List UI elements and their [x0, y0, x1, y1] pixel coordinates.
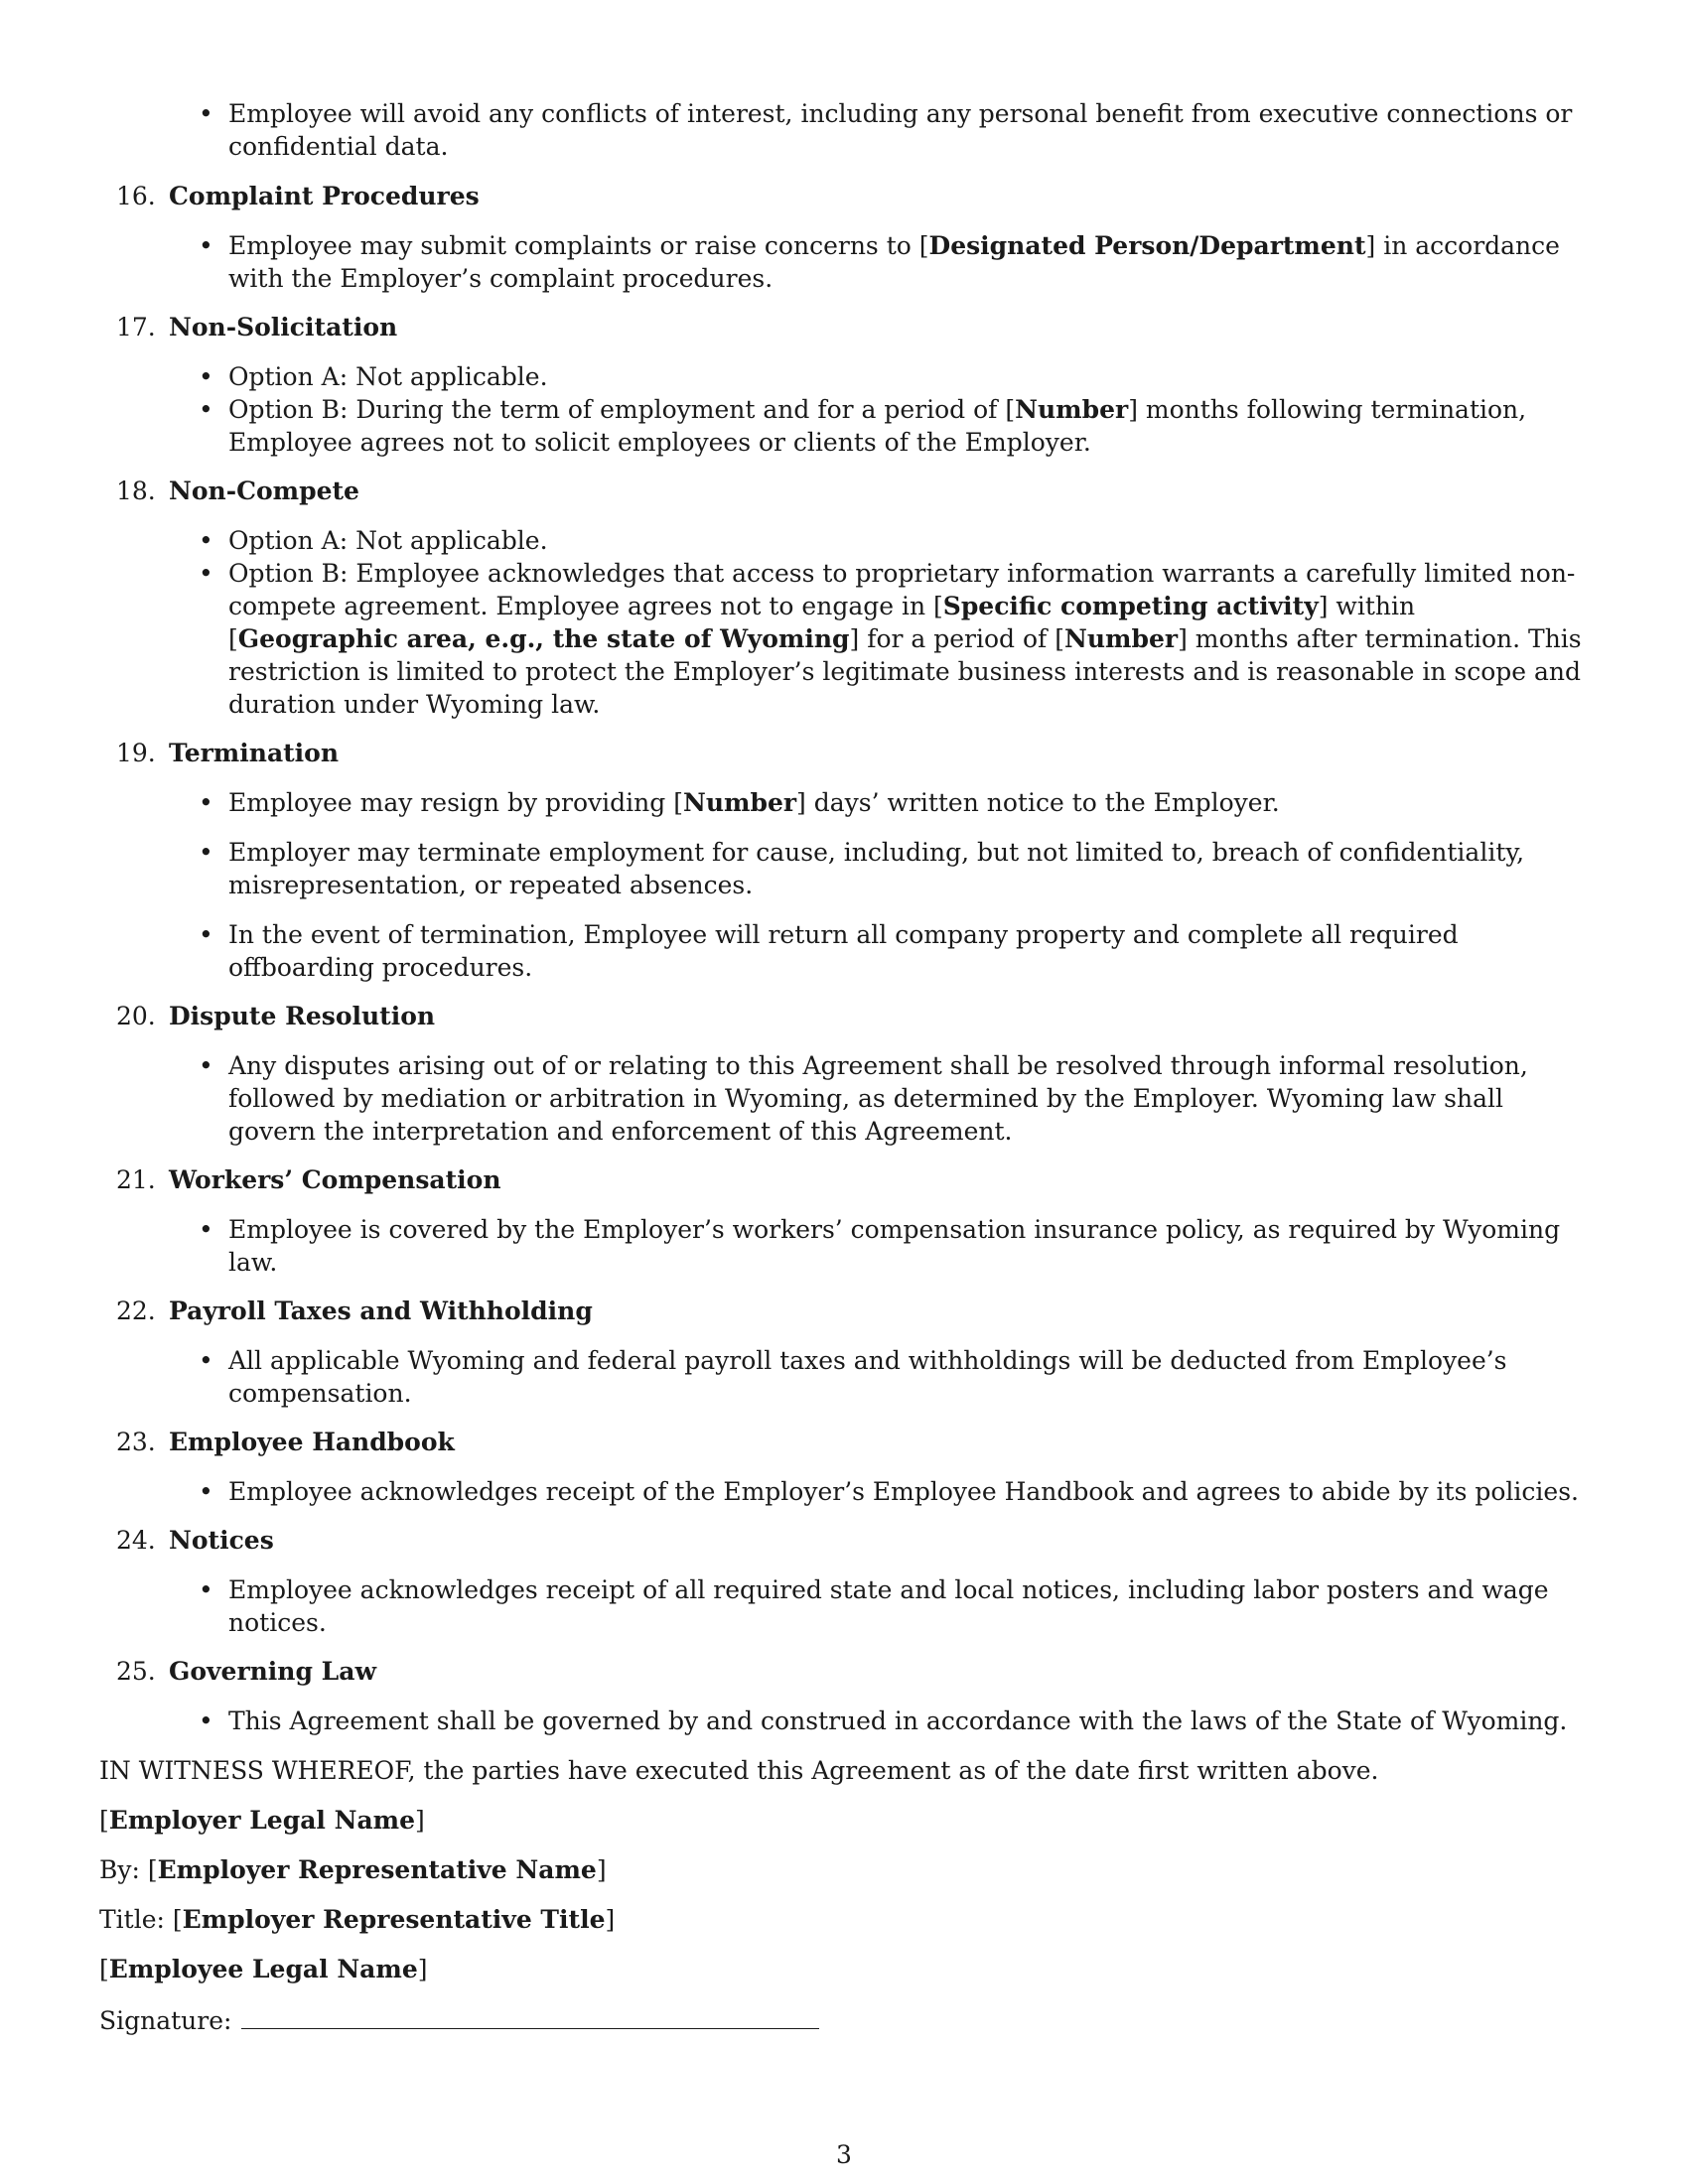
section-heading — [99, 311, 1589, 343]
list-item — [99, 557, 1589, 721]
placeholder-field: Number — [1015, 395, 1129, 424]
list-item — [99, 918, 1589, 984]
section-bullets — [99, 1705, 1589, 1737]
list-item — [99, 1213, 1589, 1279]
bullet-text: ] for a period of [ — [849, 624, 1065, 653]
bullet-text: Employee will avoid any conflicts of interest, including any personal benefit from executive connections or confidential data. — [228, 99, 1573, 161]
field-label: By: — [99, 1855, 140, 1884]
section-bullets — [99, 786, 1589, 984]
section-heading — [99, 1426, 1589, 1458]
list-item — [99, 1705, 1589, 1737]
section-non-compete — [99, 475, 1589, 721]
list-item — [99, 1475, 1589, 1508]
section-number: 18. — [116, 477, 156, 505]
section-heading — [99, 1295, 1589, 1327]
bullet-text: ] days’ written notice to the Employer. — [796, 788, 1280, 817]
section-employee-handbook — [99, 1426, 1589, 1508]
placeholder-field: Number — [1064, 624, 1179, 653]
section-governing-law — [99, 1655, 1589, 1737]
signature-line — [99, 2002, 1589, 2037]
section-dispute-resolution — [99, 1000, 1589, 1148]
section-bullets — [99, 1344, 1589, 1410]
placeholder-field: Geographic area, e.g., the state of Wyoming — [237, 624, 850, 653]
section-number: 22. — [116, 1297, 156, 1325]
section-payroll-taxes — [99, 1295, 1589, 1410]
section-bullets — [99, 524, 1589, 721]
section-title: Non-Compete — [169, 477, 359, 505]
section-number: 20. — [116, 1002, 156, 1030]
by-line: By: [Employer Representative Name] — [99, 1855, 607, 1884]
bullet-text: Option B: Employee acknowledges that access to proprietary information warrants a carefully limited non-compete agreement. Employee agrees not to engage in [ — [228, 559, 1576, 620]
placeholder-field: Designated Person/Department — [928, 231, 1366, 260]
signature-field[interactable] — [241, 2002, 819, 2029]
bullet-text: This Agreement shall be governed by and construed in accordance with the laws of the State of Wyoming. — [228, 1706, 1568, 1735]
bullet-text: Option B: During the term of employment and for a period of [ — [228, 395, 1016, 424]
bullet-text: Employee may submit complaints or raise concerns to [ — [228, 231, 929, 260]
list-item — [99, 1344, 1589, 1410]
list-item — [99, 229, 1589, 295]
section-title: Payroll Taxes and Withholding — [169, 1297, 593, 1325]
section-notices — [99, 1524, 1589, 1639]
section-bullets — [99, 229, 1589, 295]
bullet-text: In the event of termination, Employee will return all company property and complete all required offboarding procedures. — [228, 920, 1459, 982]
bullet-text: Any disputes arising out of or relating to this Agreement shall be resolved through informal resolution, followed by mediation or arbitration in Wyoming, as determined by the Employer. Wyoming law shall govern the interpretation and enforcement of this Agreement. — [228, 1051, 1528, 1146]
bullet-text: Employee is covered by the Employer’s workers’ compensation insurance policy, as required by Wyoming law. — [228, 1215, 1561, 1277]
bullet-text: Option A: Not applicable. — [228, 362, 548, 391]
section-termination — [99, 737, 1589, 984]
list-item — [99, 786, 1589, 819]
section-heading — [99, 1000, 1589, 1032]
bullet-text: Employee acknowledges receipt of the Employer’s Employee Handbook and agrees to abide by its policies. — [228, 1477, 1579, 1506]
field-label: Title: — [99, 1905, 165, 1934]
employer-name-line: [Employer Legal Name] — [99, 1806, 425, 1835]
bullet-text: Employer may terminate employment for cause, including, but not limited to, breach of confidentiality, misrepresentation, or repeated absences. — [228, 838, 1525, 899]
section-number: 21. — [116, 1165, 156, 1194]
section-title: Complaint Procedures — [169, 182, 480, 210]
section-bullets — [99, 1049, 1589, 1148]
title-line: Title: [Employer Representative Title] — [99, 1905, 616, 1934]
section-title: Workers’ Compensation — [169, 1165, 501, 1194]
field-label: Signature: — [99, 2006, 232, 2035]
bullet-text: ] within [ — [228, 592, 1416, 653]
bullet-text: All applicable Wyoming and federal payroll taxes and withholdings will be deducted from Employee’s compensation. — [228, 1346, 1507, 1408]
section-heading — [99, 1163, 1589, 1196]
list-item — [99, 360, 1589, 393]
signature-block — [99, 1754, 1589, 2037]
bullet-text: ] months after termination. This restriction is limited to protect the Employer’s legitimate business interests and is reasonable in scope and duration under Wyoming law. — [228, 624, 1582, 719]
section-title: Termination — [169, 739, 340, 767]
section-heading — [99, 1524, 1589, 1557]
list-item — [99, 393, 1589, 459]
list-item — [99, 97, 1589, 163]
list-item — [99, 1573, 1589, 1639]
section-title: Non-Solicitation — [169, 313, 398, 341]
section-number: 23. — [116, 1428, 156, 1456]
intro-bullet-list — [99, 97, 1589, 163]
list-item — [99, 1049, 1589, 1148]
section-heading — [99, 475, 1589, 507]
list-item — [99, 524, 1589, 557]
placeholder-field: Employee Legal Name — [108, 1955, 418, 1983]
section-number: 19. — [116, 739, 156, 767]
employee-name-line: [Employee Legal Name] — [99, 1955, 428, 1983]
placeholder-field: Employer Representative Name — [157, 1855, 597, 1884]
section-number: 17. — [116, 313, 156, 341]
section-title: Notices — [169, 1526, 274, 1555]
section-heading — [99, 737, 1589, 769]
section-bullets — [99, 1573, 1589, 1639]
section-number: 24. — [116, 1526, 156, 1555]
bullet-text: Employee may resign by providing [ — [228, 788, 683, 817]
section-number: 25. — [116, 1657, 156, 1686]
placeholder-field: Number — [682, 788, 797, 817]
section-heading — [99, 1655, 1589, 1688]
section-number: 16. — [116, 182, 156, 210]
bullet-text: ] in accordance with the Employer’s complaint procedures. — [228, 231, 1560, 293]
list-item — [99, 836, 1589, 901]
section-title: Dispute Resolution — [169, 1002, 436, 1030]
document-page — [99, 97, 1589, 2054]
placeholder-field: Employer Representative Title — [182, 1905, 606, 1934]
section-bullets — [99, 1213, 1589, 1279]
section-workers-compensation — [99, 1163, 1589, 1279]
section-heading — [99, 180, 1589, 212]
section-title: Governing Law — [169, 1657, 376, 1686]
section-title: Employee Handbook — [169, 1428, 455, 1456]
section-complaint-procedures — [99, 180, 1589, 295]
section-bullets — [99, 1475, 1589, 1508]
section-non-solicitation — [99, 311, 1589, 459]
page-number: 3 — [836, 2140, 852, 2169]
bullet-text: Option A: Not applicable. — [228, 526, 548, 555]
section-bullets — [99, 360, 1589, 459]
placeholder-field: Specific competing activity — [942, 592, 1319, 620]
bullet-text: Employee acknowledges receipt of all required state and local notices, including labor posters and wage notices. — [228, 1575, 1549, 1637]
bullet-text: ] months following termination, Employee agrees not to solicit employees or clients of the Employer. — [228, 395, 1527, 457]
placeholder-field: Employer Legal Name — [108, 1806, 416, 1835]
witness-clause: IN WITNESS WHEREOF, the parties have executed this Agreement as of the date first written above. — [99, 1756, 1379, 1785]
